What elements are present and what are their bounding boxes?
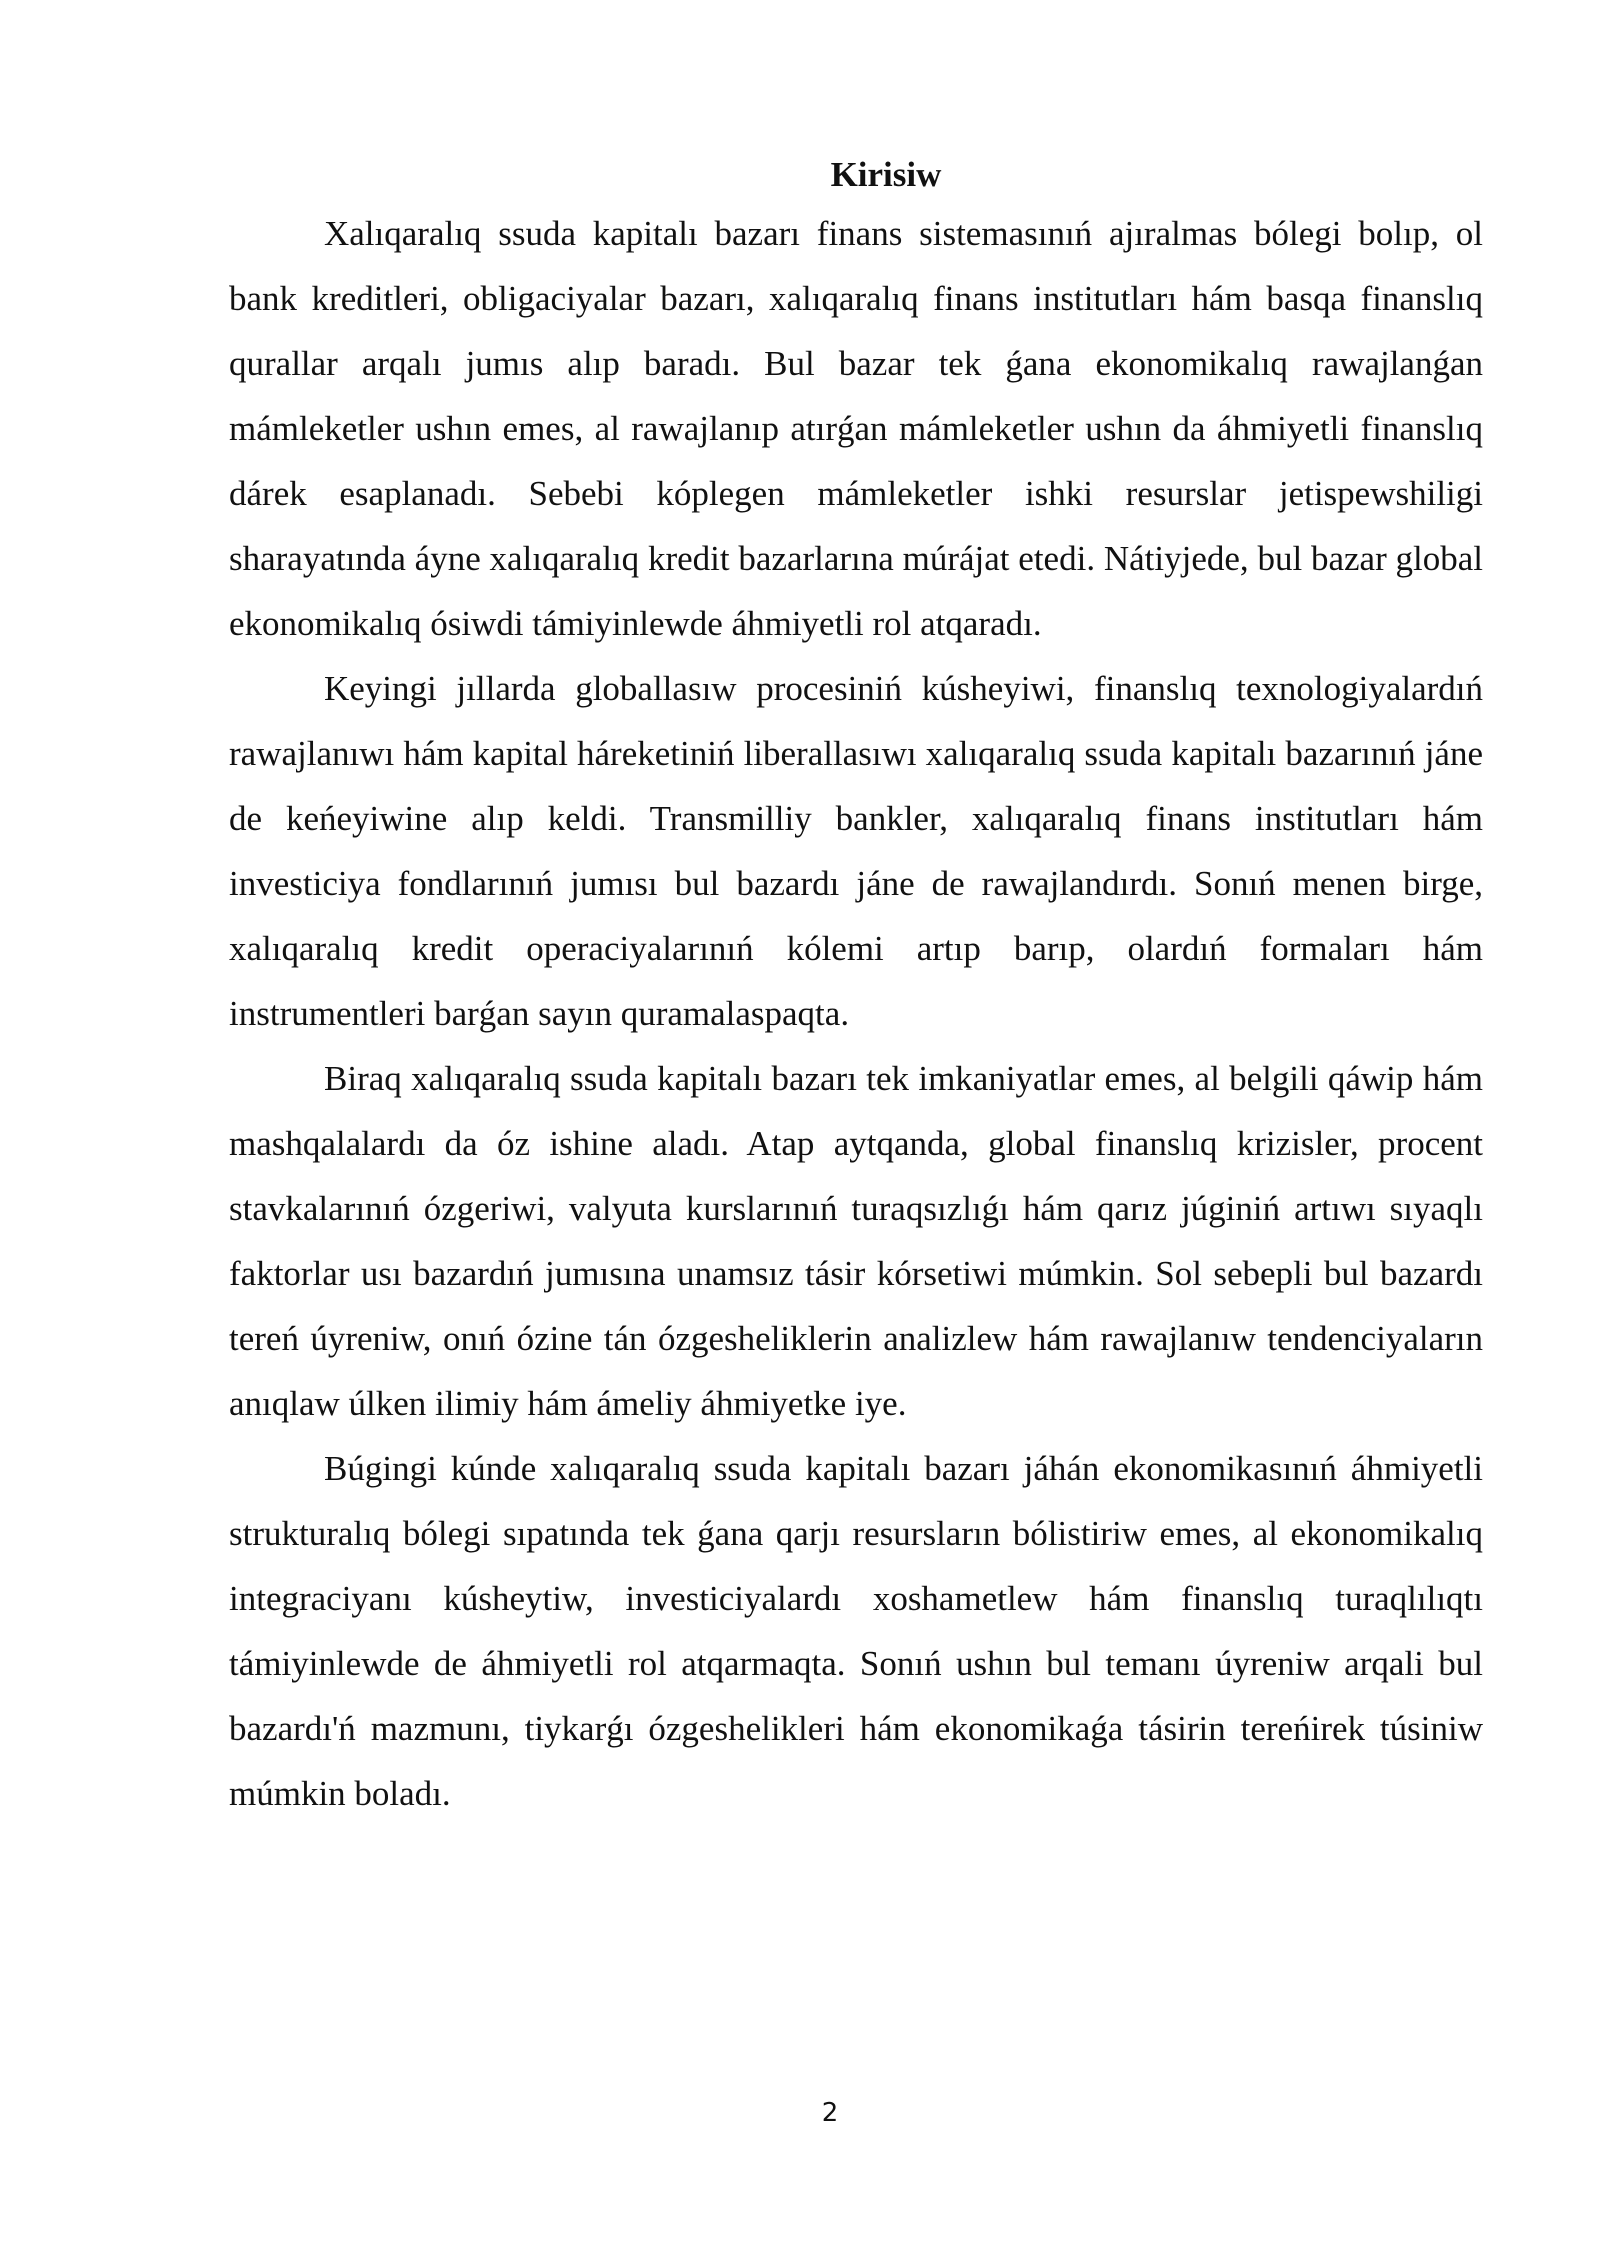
page-number: 2	[821, 2098, 839, 2128]
paragraph-2: Keyingi jıllarda globallasıw procesiniń kúsheyiwi, finanslıq texnologiyalardıń rawajlanıwı hám kapital háreketiniń liberallasıwı xalıqaralıq ssuda kapitalı bazarınıń jáne de keńeyiwine alıp keldi. Transmilliy bankler, xalıqaralıq finans institutları hám investiciya fondlarınıń jumısı bul bazardı jáne de rawajlandırdı. Sonıń menen birge, xalıqaralıq kredit operaciyalarınıń kólemi artıp barıp, olardıń formaları hám instrumentleri barǵan sayın quramalaspaqta.	[229, 669, 1483, 1033]
section-heading: Kirisiw	[830, 155, 942, 194]
paragraph-4: Búgingi kúnde xalıqaralıq ssuda kapitalı bazarı jáhán ekonomikasınıń áhmiyetli strukturalıq bólegi sıpatında tek ǵana qarjı resursların bólistiriw emes, al ekonomikalıq integraciyanı kúsheytiw, investiciyalardı xoshametlew hám finanslıq turaqlılıqtı támiyinlewde de áhmiyetli rol atqarmaqta. Sonıń ushın bul temanı úyreniw arqali bul bazardı'ń mazmunı, tiykarǵı ózgeshelikleri hám ekonomikaǵa tásirin tereńirek túsiniw múmkin boladı.	[229, 1449, 1483, 1813]
paragraph-3: Biraq xalıqaralıq ssuda kapitalı bazarı tek imkaniyatlar emes, al belgili qáwip hám mashqalalardı da óz ishine aladı. Atap aytqanda, global finanslıq krizisler, procent stavkalarınıń ózgeriwi, valyuta kurslarınıń turaqsızlıǵı hám qarız júginiń artıwı sıyaqlı faktorlar usı bazardıń jumısına unamsız tásir kórsetiwi múmkin. Sol sebepli bul bazardı tereń úyreniw, onıń ózine tán ózgesheliklerin analizlew hám rawajlanıw tendenciyaların anıqlaw úlken ilimiy hám ámeliy áhmiyetke iye.	[229, 1059, 1483, 1423]
page-content	[229, 148, 1483, 1826]
paragraph-1: Xalıqaralıq ssuda kapitalı bazarı finans sistemasınıń ajıralmas bólegi bolıp, ol bank kreditleri, obligaciyalar bazarı, xalıqaralıq finans institutları hám basqa finanslıq qurallar arqalı jumıs alıp baradı. Bul bazar tek ǵana ekonomikalıq rawajlanǵan mámleketler ushın emes, al rawajlanıp atırǵan mámleketler ushın da áhmiyetli finanslıq dárek esaplanadı. Sebebi kóplegen mámleketler ishki resurslar jetispewshiligi sharayatında áyne xalıqaralıq kredit bazarlarına múrájat etedi. Nátiyjede, bul bazar global ekonomikalıq ósiwdi támiyinlewde áhmiyetli rol atqaradı.	[229, 214, 1483, 643]
